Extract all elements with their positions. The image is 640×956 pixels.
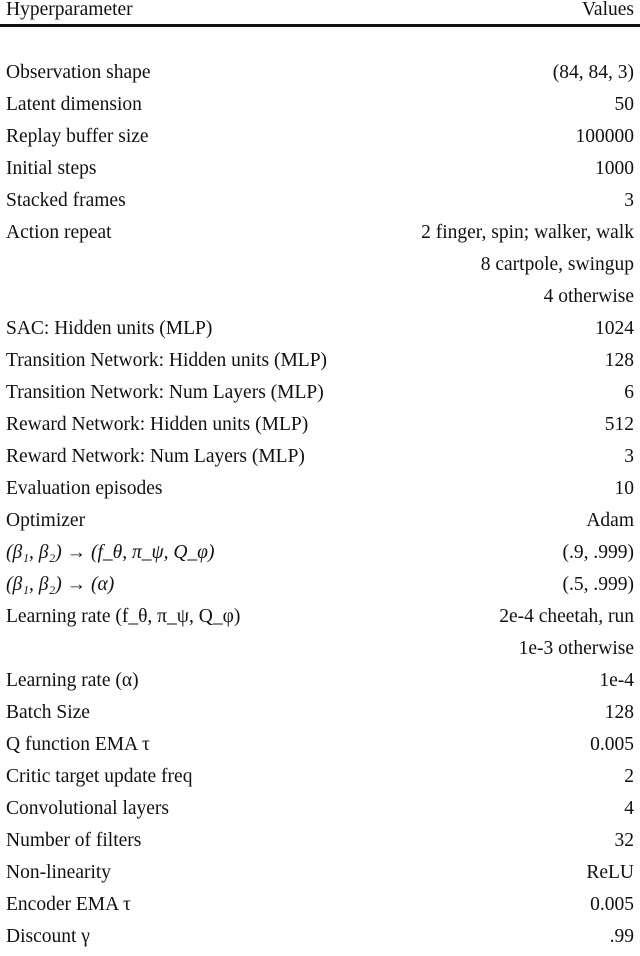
table-row [0, 828, 640, 860]
table-row [0, 732, 640, 764]
param-name: Q function EMA τ [6, 734, 150, 755]
param-value: 0.005 [590, 734, 634, 755]
table-row [0, 892, 640, 924]
param-value: 0.005 [590, 894, 634, 915]
param-name: Discount γ [6, 926, 90, 947]
table-row [0, 348, 640, 380]
table-row [0, 380, 640, 412]
param-name: Encoder EMA τ [6, 894, 131, 915]
param-name: Transition Network: Hidden units (MLP) [6, 350, 328, 371]
param-name: Stacked frames [6, 190, 126, 211]
table-row [0, 444, 640, 476]
param-name: Learning rate (f_θ, π_ψ, Q_φ) [6, 606, 241, 627]
param-name: Initial steps [6, 158, 97, 179]
param-name: Reward Network: Num Layers (MLP) [6, 446, 305, 467]
param-value: 4 otherwise [543, 286, 634, 307]
table-row [0, 124, 640, 156]
param-value: 3 [624, 446, 634, 467]
table-row [0, 220, 640, 252]
param-name: Non-linearity [6, 862, 112, 883]
param-name: Number of filters [6, 830, 142, 851]
param-value: 512 [604, 414, 634, 435]
param-name: Convolutional layers [6, 798, 170, 819]
param-name: Learning rate (α) [6, 670, 139, 691]
table-row [0, 764, 640, 796]
param-name: Transition Network: Num Layers (MLP) [6, 382, 324, 403]
param-name: SAC: Hidden units (MLP) [6, 318, 213, 339]
param-value: 6 [624, 382, 634, 403]
table-row [0, 60, 640, 92]
param-value: 50 [614, 94, 634, 115]
param-value: 128 [604, 702, 634, 723]
header-rule [0, 24, 640, 27]
param-value: 32 [614, 830, 634, 851]
param-value: 1024 [595, 318, 634, 339]
table-row [0, 924, 640, 956]
param-value: 1e-3 otherwise [518, 638, 634, 659]
param-name: Replay buffer size [6, 126, 149, 147]
table-row [0, 700, 640, 732]
param-value: 2 finger, spin; walker, walk [421, 222, 634, 243]
table-row [0, 156, 640, 188]
table-row [0, 188, 640, 220]
table-body [0, 60, 640, 956]
param-name: Evaluation episodes [6, 478, 163, 499]
param-value: 10 [614, 478, 634, 499]
param-value: (84, 84, 3) [552, 62, 634, 83]
table-row [0, 668, 640, 700]
param-name: (β₁, β₂) → (f_θ, π_ψ, Q_φ) [6, 542, 215, 563]
param-value: 3 [624, 190, 634, 211]
param-value: 8 cartpole, swingup [480, 254, 634, 275]
table-row [0, 796, 640, 828]
param-value: 1e-4 [599, 670, 634, 691]
param-name: Batch Size [6, 702, 90, 723]
table-row [0, 572, 640, 604]
table-header [0, 0, 640, 25]
param-name: Critic target update freq [6, 766, 193, 787]
param-value: ReLU [586, 862, 634, 883]
param-name: Reward Network: Hidden units (MLP) [6, 414, 309, 435]
param-name: Latent dimension [6, 94, 142, 115]
param-name: Observation shape [6, 62, 151, 83]
param-value: 128 [604, 350, 634, 371]
table-row [0, 508, 640, 540]
param-value: (.9, .999) [562, 542, 634, 563]
table-row [0, 284, 640, 316]
param-value: 2 [624, 766, 634, 787]
table-row [0, 540, 640, 572]
table-row [0, 92, 640, 124]
param-name: Action repeat [6, 222, 112, 243]
table-row [0, 860, 640, 892]
param-value: 100000 [575, 126, 634, 147]
table-row [0, 412, 640, 444]
param-value: 1000 [595, 158, 634, 179]
table-row [0, 476, 640, 508]
table-row [0, 252, 640, 284]
param-value: .99 [609, 926, 634, 947]
param-value: 2e-4 cheetah, run [499, 606, 634, 627]
param-value: (.5, .999) [562, 574, 634, 595]
table-row [0, 316, 640, 348]
param-value: Adam [586, 510, 634, 531]
table-row [0, 636, 640, 668]
param-name: Optimizer [6, 510, 86, 531]
table-row [0, 604, 640, 636]
header-values: Values [582, 0, 634, 20]
param-value: 4 [624, 798, 634, 819]
header-hyperparameter: Hyperparameter [6, 0, 133, 20]
param-name: (β₁, β₂) → (α) [6, 574, 115, 595]
